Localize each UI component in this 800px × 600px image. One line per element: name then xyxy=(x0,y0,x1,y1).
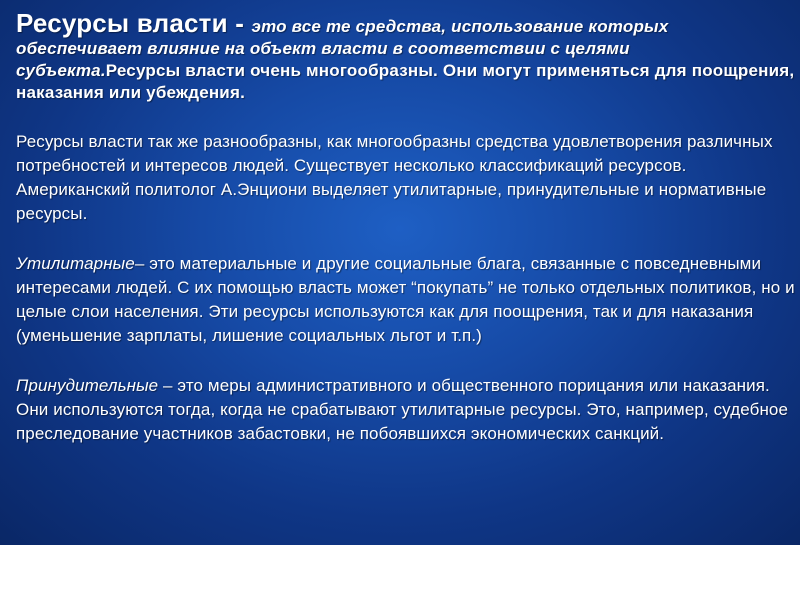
title-definition: это все те средства, использование которых обеспечивает влияние на объект власти в соответствии с целями субъекта. xyxy=(16,17,669,80)
title-dash: - xyxy=(227,8,252,38)
paragraph-utilitarian xyxy=(16,252,796,348)
utilitarian-text: – это материальные и другие социальные блага, связанные с повседневными интересами людей. С их помощью власть может “покупать” не только отдельных политиков, но и целые слои населения. Эти ресурсы используются как для поощрения, так и для наказания (уменьшение зарплаты, лишение социальных льгот и т.п.) xyxy=(16,254,795,345)
page-background xyxy=(0,545,800,600)
slide-title: Ресурсы власти xyxy=(16,8,228,38)
intro-paragraph xyxy=(16,8,796,104)
term-utilitarian: Утилитарные xyxy=(16,254,135,273)
slide-content xyxy=(16,8,796,446)
paragraph-resources-variety: Ресурсы власти так же разнообразны, как многообразны средства удовлетворения различных потребностей и интересов людей. Существует несколько классификаций ресурсов. Американский политолог А.Энциони выделяет утилитарные, принудительные и нормативные ресурсы. xyxy=(16,132,773,223)
coercive-text: – это меры административного и общественного порицания или наказания. Они используются тогда, когда не срабатывают утилитарные ресурсы. Это, например, судебное преследование участников забастовки, не побоявшихся экономических санкций. xyxy=(16,376,789,443)
paragraph-coercive xyxy=(16,374,796,446)
intro-rest: Ресурсы власти очень многообразны. Они могут применяться для поощрения, наказания или убеждения. xyxy=(16,61,795,102)
term-coercive: Принудительные xyxy=(16,376,159,395)
